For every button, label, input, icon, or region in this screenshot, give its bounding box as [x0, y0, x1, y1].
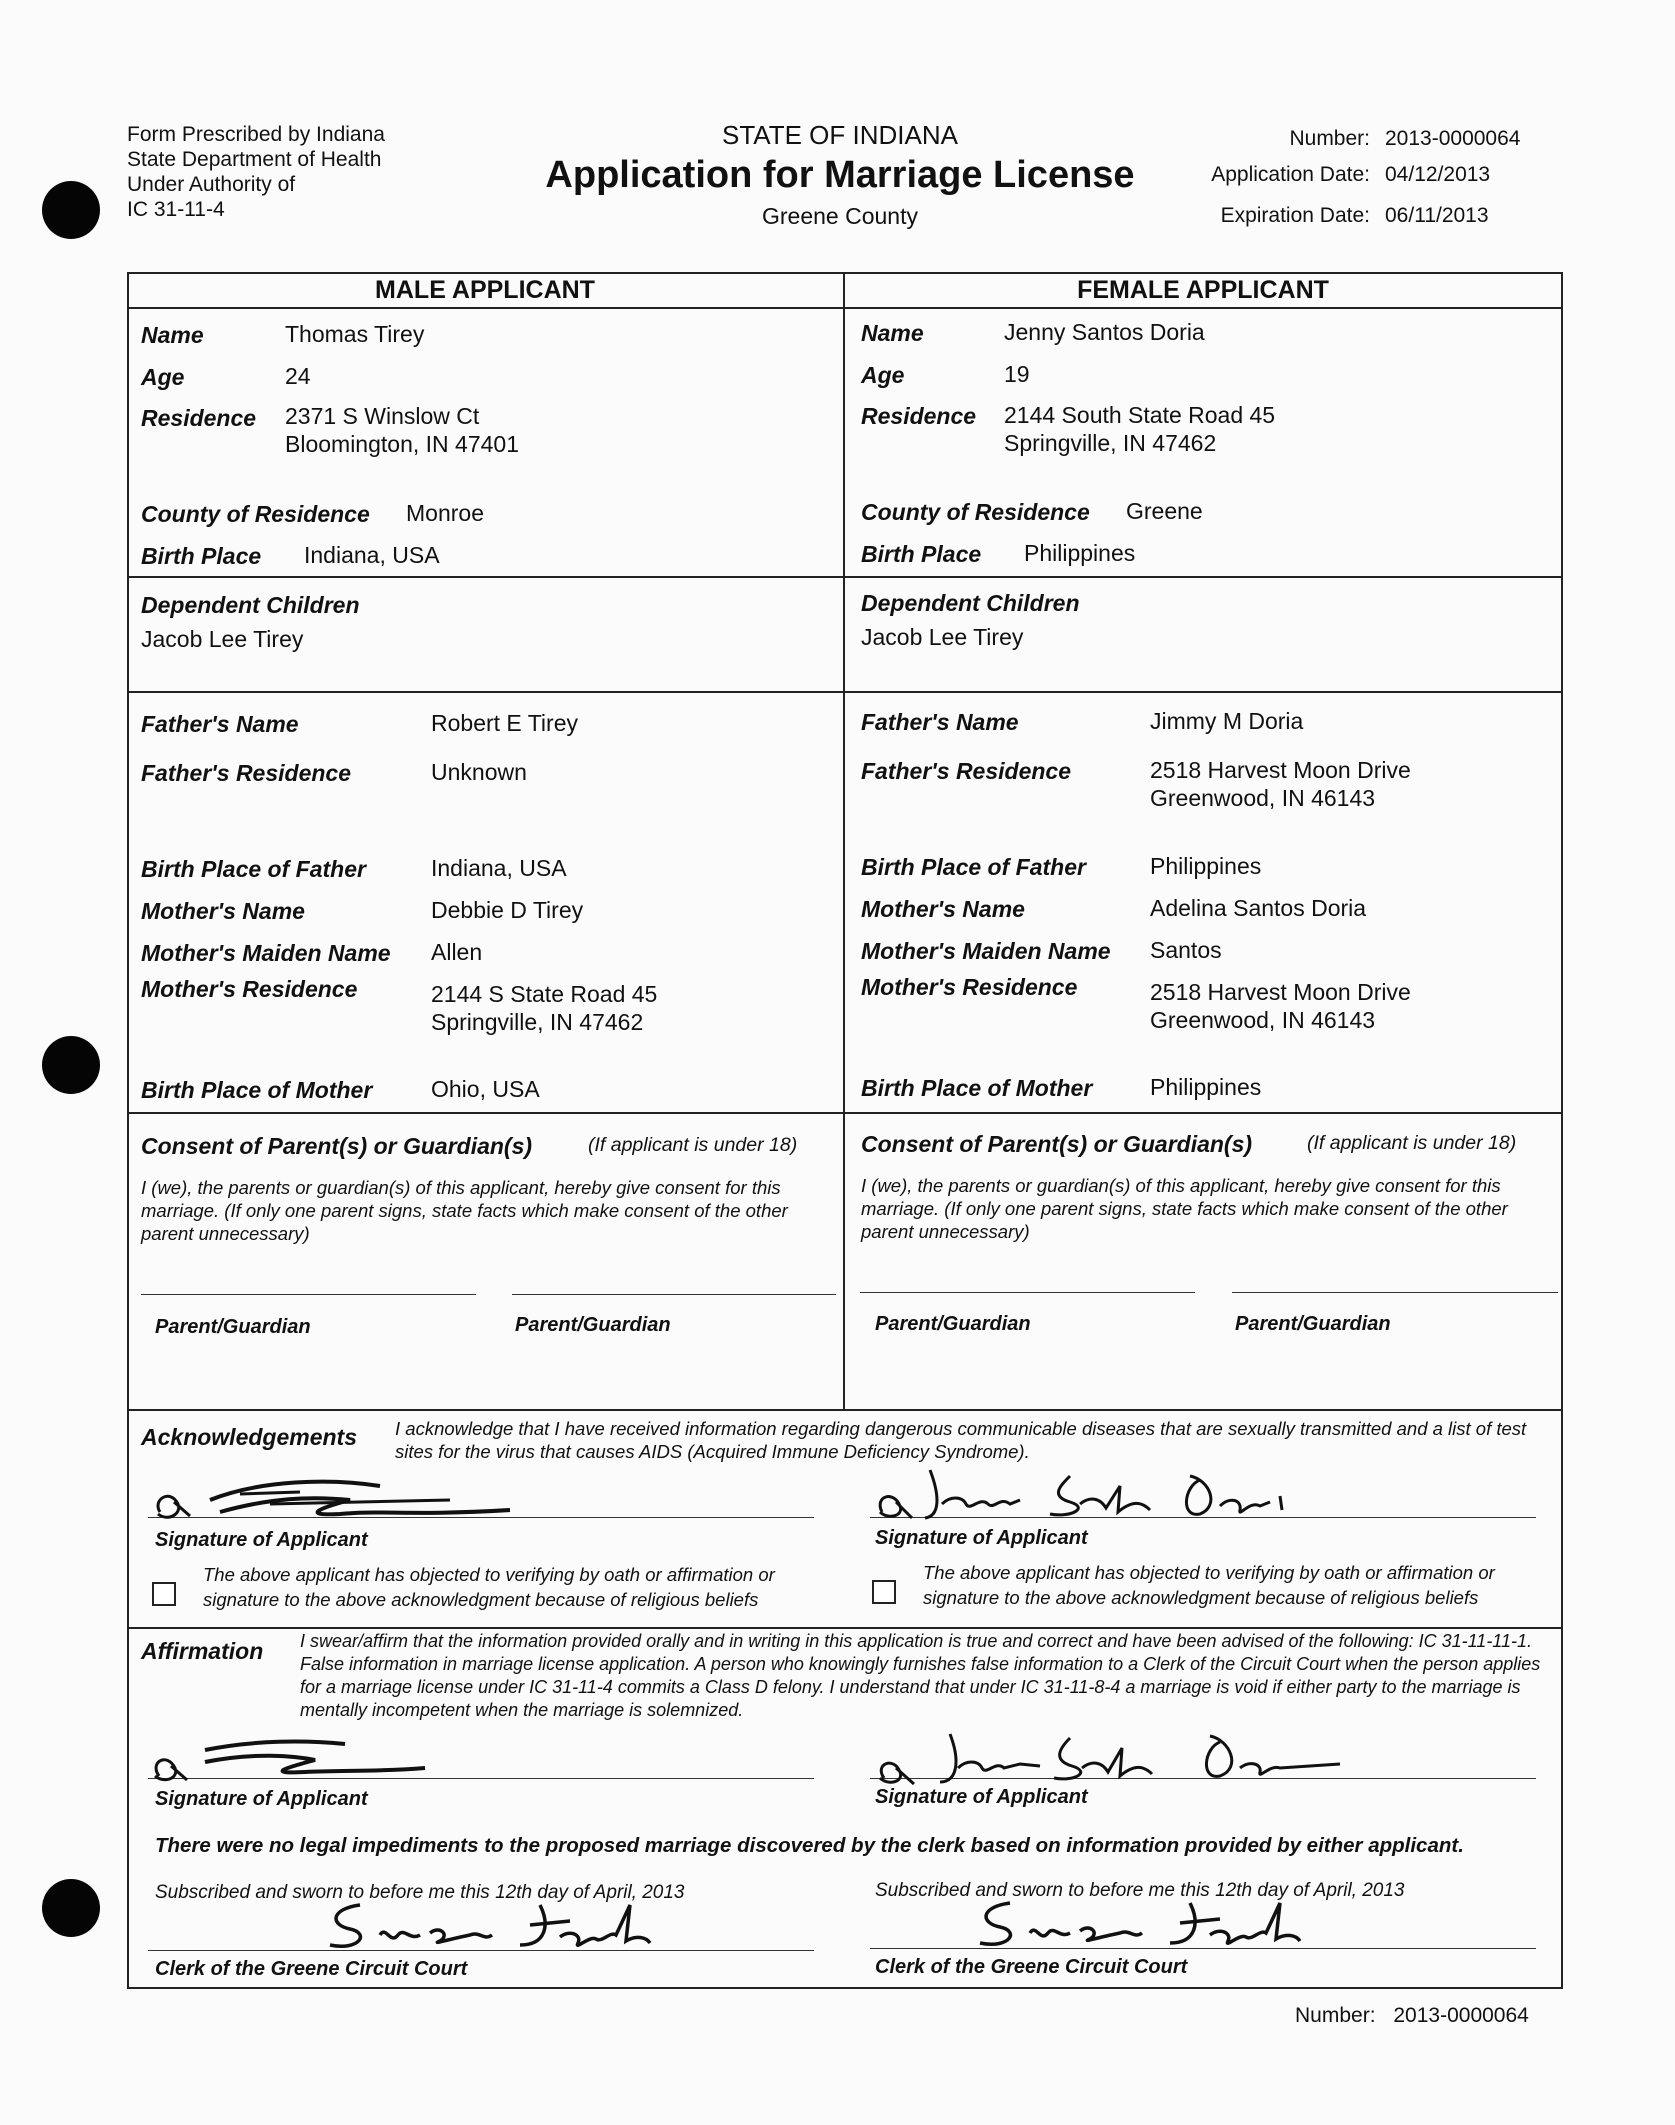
number-value: 2013-0000064: [1385, 127, 1521, 150]
male-mothers-name: Debbie D Tirey: [431, 897, 584, 923]
county-heading: Greene County: [762, 203, 918, 229]
affirmation-title: Affirmation: [141, 1638, 264, 1664]
male-parent-guardian-line-2: [512, 1294, 836, 1295]
expiration-date-value: 06/11/2013: [1385, 204, 1489, 227]
female-applicant-heading: FEMALE APPLICANT: [1077, 276, 1329, 304]
female-parent-guardian-line-1: [860, 1292, 1195, 1293]
acknowledgements-text: I acknowledge that I have received information regarding dangerous communicable diseases that are sexually transmitted and a list of test sites for the virus that causes AIDS (Acquired Immune Deficiency Syndrome).: [395, 1418, 1527, 1462]
female-parent-guardian-line-2: [1232, 1292, 1558, 1293]
male-clerk-signature: [320, 1895, 680, 1960]
female-mothers-residence-label: Mother's Residence: [861, 974, 1078, 1000]
male-applicant-heading: MALE APPLICANT: [375, 276, 595, 304]
male-dependent-children: Jacob Lee Tirey: [141, 626, 304, 652]
female-dependent-children-label: Dependent Children: [861, 590, 1080, 616]
male-mothers-maiden-name-label: Mother's Maiden Name: [141, 940, 391, 966]
prescribed-line: Form Prescribed by Indiana: [127, 123, 385, 146]
male-age: 24: [285, 363, 311, 389]
expiration-date-label: Expiration Date:: [1220, 204, 1370, 227]
divider: [127, 307, 1563, 309]
male-consent-title: Consent of Parent(s) or Guardian(s): [141, 1133, 533, 1159]
female-birth-place-label: Birth Place: [861, 541, 982, 567]
female-affirmation-signature-label: Signature of Applicant: [875, 1786, 1088, 1808]
divider: [127, 1409, 1563, 1411]
male-mothers-residence-label: Mother's Residence: [141, 976, 358, 1002]
male-consent-note: (If applicant is under 18): [588, 1134, 798, 1156]
female-fathers-name-label: Father's Name: [861, 709, 1019, 735]
male-name: Thomas Tirey: [285, 321, 425, 347]
female-consent-text: I (we), the parents or guardian(s) of this applicant, hereby give consent for this marriage. (If only one parent signs, state facts which make consent of the other parent unnecessary): [861, 1175, 1508, 1242]
female-residence-label: Residence: [861, 403, 977, 429]
male-ack-signature: [150, 1470, 530, 1535]
female-fathers-residence-line2: Greenwood, IN 46143: [1150, 785, 1376, 811]
female-age-label: Age: [861, 362, 905, 388]
female-name-label: Name: [861, 320, 924, 346]
female-affirmation-signature: [870, 1720, 1350, 1795]
divider: [127, 1112, 1563, 1114]
male-birth-place: Indiana, USA: [304, 542, 440, 568]
female-fathers-name: Jimmy M Doria: [1150, 708, 1304, 734]
male-fathers-name: Robert E Tirey: [431, 710, 578, 736]
female-residence-line1: 2144 South State Road 45: [1004, 402, 1276, 428]
female-birth-place-of-father: Philippines: [1150, 853, 1262, 879]
female-name: Jenny Santos Doria: [1004, 319, 1205, 345]
female-religious-objection-checkbox[interactable]: [872, 1580, 896, 1604]
male-religious-objection-checkbox[interactable]: [152, 1582, 176, 1606]
footer-number: [1295, 2004, 1529, 2028]
male-parent-guardian-line-1: [141, 1294, 476, 1295]
female-parent-guardian-label-2: Parent/Guardian: [1235, 1313, 1391, 1335]
male-parent-guardian-label-1: Parent/Guardian: [155, 1316, 311, 1338]
male-name-label: Name: [141, 322, 204, 348]
application-date-value: 04/12/2013: [1385, 163, 1491, 186]
binder-hole-bottom: [42, 1879, 100, 1937]
male-residence-label: Residence: [141, 405, 257, 431]
male-birth-place-of-mother-label: Birth Place of Mother: [141, 1077, 373, 1103]
male-subscribed-text: Subscribed and sworn to before me this 12th day of April, 2013: [155, 1882, 685, 1903]
male-birth-place-of-father-label: Birth Place of Father: [141, 856, 366, 882]
binder-hole-middle: [42, 1036, 100, 1094]
female-consent-note: (If applicant is under 18): [1307, 1132, 1517, 1154]
state-heading: STATE OF INDIANA: [722, 120, 958, 150]
female-ack-signature-label: Signature of Applicant: [875, 1527, 1088, 1549]
male-affirmation-signature-label: Signature of Applicant: [155, 1788, 368, 1810]
male-residence-line2: Bloomington, IN 47401: [285, 431, 519, 457]
male-fathers-name-label: Father's Name: [141, 711, 299, 737]
prescribed-line: IC 31-11-4: [127, 198, 225, 221]
male-clerk-title: Clerk of the Greene Circuit Court: [155, 1958, 468, 1980]
female-county-label: County of Residence: [861, 499, 1090, 525]
male-mothers-residence-line1: 2144 S State Road 45: [431, 981, 658, 1007]
male-birth-place-label: Birth Place: [141, 543, 262, 569]
male-age-label: Age: [141, 364, 185, 390]
female-mothers-residence-line2: Greenwood, IN 46143: [1150, 1007, 1376, 1033]
male-county: Monroe: [406, 500, 484, 526]
female-birth-place: Philippines: [1024, 540, 1136, 566]
female-birth-place-of-mother-label: Birth Place of Mother: [861, 1075, 1093, 1101]
male-birth-place-of-mother: Ohio, USA: [431, 1076, 540, 1102]
male-county-label: County of Residence: [141, 501, 370, 527]
no-impediments-statement: There were no legal impediments to the proposed marriage discovered by the clerk based on information provided by either applicant.: [155, 1834, 1464, 1857]
female-mothers-residence-line1: 2518 Harvest Moon Drive: [1150, 979, 1411, 1005]
male-mothers-residence-line2: Springville, IN 47462: [431, 1009, 644, 1035]
female-fathers-residence-line1: 2518 Harvest Moon Drive: [1150, 757, 1411, 783]
affirmation-text: I swear/affirm that the information provided orally and in writing in this application is true and correct and have been advised of the following: IC 31-11-11-1. False information in marriage license application. A person who knowingly furnishes false information to a Clerk of the Circuit Court when the person applies for a marriage license under IC 31-11-4 commits a Class D felony. I understand that under IC 31-11-8-4 a marriage is void if either party to the marriage is mentally incompetent when the marriage is solemnized.: [300, 1631, 1541, 1720]
female-objection-text-1: The above applicant has objected to verifying by oath or affirmation or: [923, 1562, 1495, 1583]
female-mothers-maiden-name-label: Mother's Maiden Name: [861, 938, 1111, 964]
female-ack-signature: [870, 1456, 1350, 1531]
male-mothers-maiden-name: Allen: [431, 939, 483, 965]
form-title: Application for Marriage License: [545, 154, 1135, 196]
female-fathers-residence-label: Father's Residence: [861, 758, 1071, 784]
male-parent-guardian-label-2: Parent/Guardian: [515, 1314, 671, 1336]
binder-hole-top: [42, 181, 100, 239]
number-label: Number:: [1289, 127, 1370, 150]
male-objection-text-1: The above applicant has objected to verifying by oath or affirmation or: [203, 1564, 775, 1585]
male-affirmation-signature: [145, 1730, 445, 1795]
male-dependent-children-label: Dependent Children: [141, 592, 360, 618]
female-mothers-maiden-name: Santos: [1150, 937, 1222, 963]
divider: [127, 576, 1563, 578]
female-clerk-title: Clerk of the Greene Circuit Court: [875, 1956, 1188, 1978]
divider: [127, 691, 1563, 693]
form-prescribed-note: [127, 122, 385, 222]
female-county: Greene: [1126, 498, 1203, 524]
female-mothers-name-label: Mother's Name: [861, 896, 1025, 922]
male-consent-text: I (we), the parents or guardian(s) of this applicant, hereby give consent for this marriage. (If only one parent signs, state facts which make consent of the other parent unnecessary): [141, 1177, 788, 1244]
male-fathers-residence-label: Father's Residence: [141, 760, 351, 786]
male-ack-signature-label: Signature of Applicant: [155, 1529, 368, 1551]
female-parent-guardian-label-1: Parent/Guardian: [875, 1313, 1031, 1335]
female-dependent-children: Jacob Lee Tirey: [861, 624, 1024, 650]
female-clerk-signature: [970, 1893, 1330, 1958]
prescribed-line: Under Authority of: [127, 173, 296, 196]
prescribed-line: State Department of Health: [127, 148, 382, 171]
male-birth-place-of-father: Indiana, USA: [431, 855, 567, 881]
female-mothers-name: Adelina Santos Doria: [1150, 895, 1367, 921]
footer-number-value: 2013-0000064: [1393, 2004, 1529, 2027]
female-consent-title: Consent of Parent(s) or Guardian(s): [861, 1131, 1253, 1157]
male-fathers-residence-line1: Unknown: [431, 759, 527, 785]
female-age: 19: [1004, 361, 1030, 387]
divider: [843, 272, 845, 1409]
divider: [127, 1627, 1563, 1629]
female-residence-line2: Springville, IN 47462: [1004, 430, 1217, 456]
male-mothers-name-label: Mother's Name: [141, 898, 305, 924]
female-birth-place-of-father-label: Birth Place of Father: [861, 854, 1086, 880]
male-objection-text-2: signature to the above acknowledgment because of religious beliefs: [203, 1589, 759, 1610]
footer-number-label: Number:: [1295, 2004, 1376, 2027]
female-subscribed-text: Subscribed and sworn to before me this 12th day of April, 2013: [875, 1880, 1405, 1901]
acknowledgements-title: Acknowledgements: [141, 1424, 357, 1450]
female-objection-text-2: signature to the above acknowledgment because of religious beliefs: [923, 1587, 1479, 1608]
female-birth-place-of-mother: Philippines: [1150, 1074, 1262, 1100]
male-residence-line1: 2371 S Winslow Ct: [285, 403, 480, 429]
application-date-label: Application Date:: [1211, 163, 1370, 186]
